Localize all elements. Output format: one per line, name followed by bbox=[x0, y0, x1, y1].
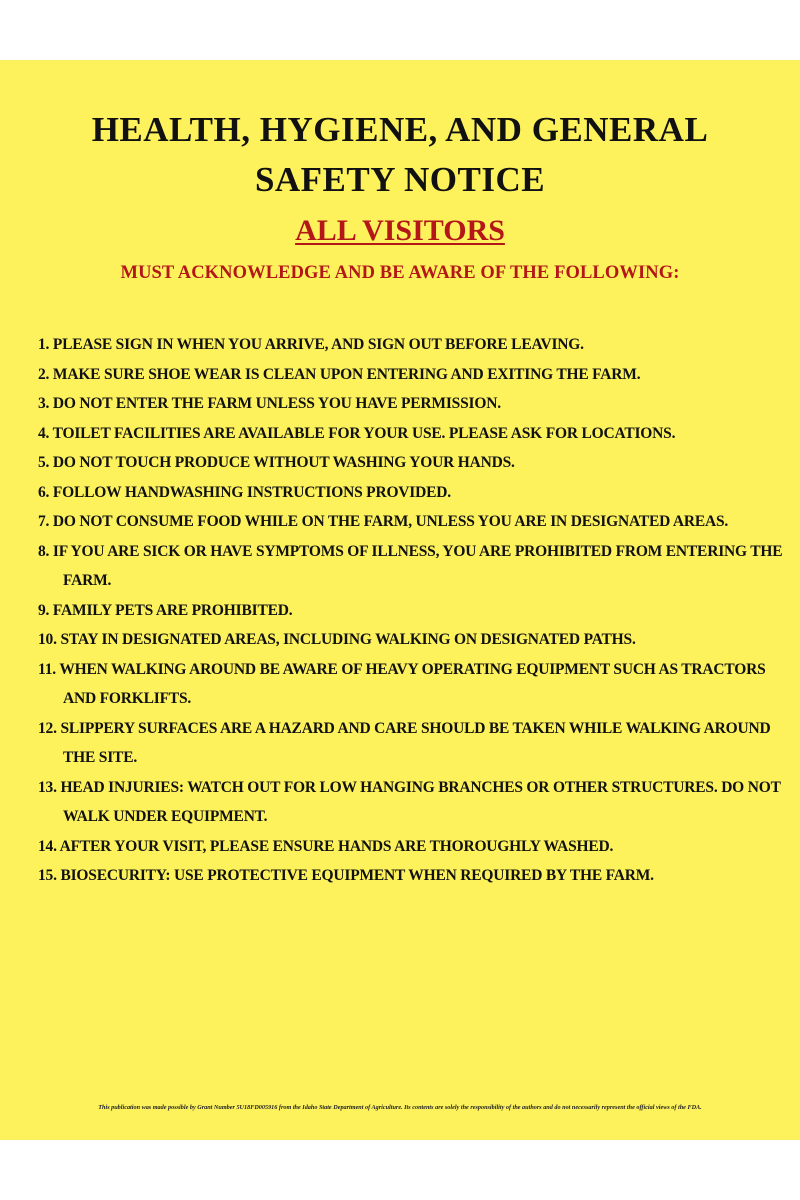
rule-item: 1. PLEASE SIGN IN WHEN YOU ARRIVE, AND SIGN OUT BEFORE LEAVING. bbox=[38, 336, 584, 353]
rule-item: 11. WHEN WALKING AROUND BE AWARE OF HEAVY OPERATING EQUIPMENT SUCH AS TRACTORS AND FORKLIFTS. bbox=[38, 660, 766, 707]
rule-item: 3. DO NOT ENTER THE FARM UNLESS YOU HAVE PERMISSION. bbox=[38, 395, 501, 412]
rule-item: 2. MAKE SURE SHOE WEAR IS CLEAN UPON ENTERING AND EXITING THE FARM. bbox=[38, 365, 641, 383]
rule-item: 8. IF YOU ARE SICK OR HAVE SYMPTOMS OF ILLNESS, YOU ARE PROHIBITED FROM ENTERING THE FARM. bbox=[38, 542, 783, 589]
rule-item: 6. FOLLOW HANDWASHING INSTRUCTIONS PROVIDED. bbox=[38, 483, 451, 501]
notice-title-line-2: SAFETY NOTICE bbox=[254, 160, 546, 199]
audience-heading bbox=[0, 216, 800, 246]
rule-item: 15. BIOSECURITY: USE PROTECTIVE EQUIPMENT WHEN REQUIRED BY THE FARM. bbox=[38, 867, 654, 884]
rule-item: 5. DO NOT TOUCH PRODUCE WITHOUT WASHING YOUR HANDS. bbox=[38, 454, 515, 471]
rule-item: 7. DO NOT CONSUME FOOD WHILE ON THE FARM, UNLESS YOU ARE IN DESIGNATED AREAS. bbox=[38, 513, 729, 530]
rule-item: 14. AFTER YOUR VISIT, PLEASE ENSURE HANDS ARE THOROUGHLY WASHED. bbox=[38, 837, 614, 855]
rule-item: 13. HEAD INJURIES: WATCH OUT FOR LOW HANGING BRANCHES OR OTHER STRUCTURES. DO NOT WALK UNDER EQUIPMENT. bbox=[38, 778, 781, 825]
funding-disclaimer: This publication was made possible by Grant Number 5U18FD005916 from the Idaho State Department of Agriculture. Its contents are solely the responsibility of the authors and do not necessarily represent the official views of the FDA. bbox=[98, 1104, 702, 1111]
rule-item: 10. STAY IN DESIGNATED AREAS, INCLUDING WALKING ON DESIGNATED PATHS. bbox=[38, 631, 636, 648]
acknowledge-subheading: MUST ACKNOWLEDGE AND BE AWARE OF THE FOLLOWING: bbox=[120, 263, 680, 283]
rule-item: 9. FAMILY PETS ARE PROHIBITED. bbox=[38, 601, 293, 619]
rules-list bbox=[38, 330, 783, 891]
safety-notice-poster bbox=[0, 60, 800, 1140]
notice-title-line-1: HEALTH, HYGIENE, AND GENERAL bbox=[91, 110, 709, 149]
audience-heading-text: ALL VISITORS bbox=[295, 214, 505, 247]
rule-item: 4. TOILET FACILITIES ARE AVAILABLE FOR YOUR USE. PLEASE ASK FOR LOCATIONS. bbox=[38, 424, 676, 442]
rule-item: 12. SLIPPERY SURFACES ARE A HAZARD AND CARE SHOULD BE TAKEN WHILE WALKING AROUND THE SITE. bbox=[38, 719, 771, 766]
